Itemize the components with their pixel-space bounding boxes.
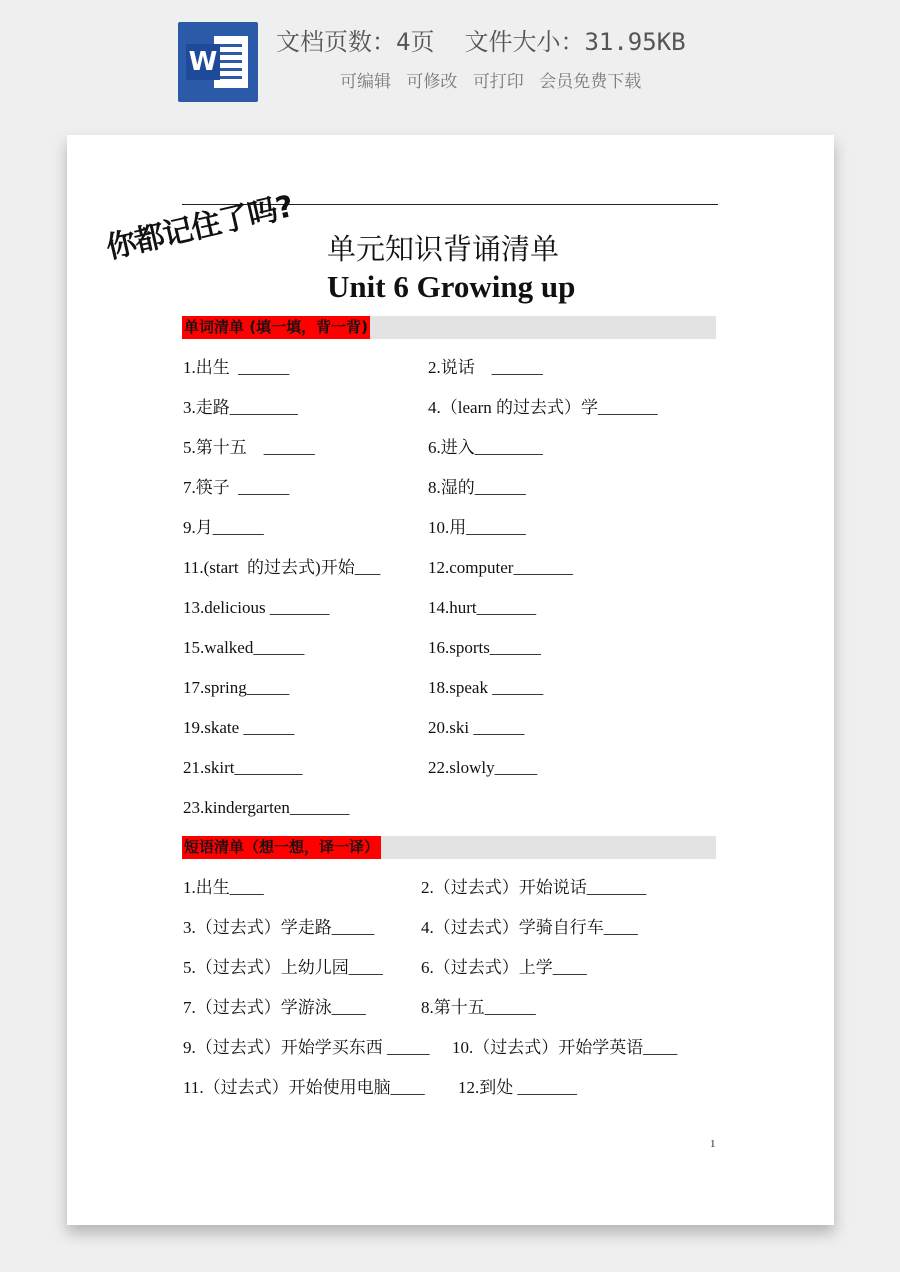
phrase-item: 4.（过去式）学骑自行车____ [421, 918, 638, 937]
phrase-item: 9.（过去式）开始学买东西 _____ [183, 1038, 430, 1057]
page-count: 文档页数：4页 [276, 28, 435, 56]
phrase-item: 1.出生____ [183, 878, 264, 897]
vocab-item: 13.delicious _______ [183, 598, 330, 617]
vocab-item: 6.进入________ [428, 438, 543, 457]
feature-printable: 可打印 [472, 72, 524, 92]
section-phrases-label: 短语清单（想一想，译一译） [182, 836, 381, 859]
vocab-item: 12.computer_______ [428, 558, 573, 577]
vocab-item: 23.kindergarten_______ [183, 798, 350, 817]
word-document-icon: W [178, 22, 258, 102]
vocab-item: 21.skirt________ [183, 758, 303, 777]
stamp-text: 你都记住了吗? [102, 189, 297, 267]
page-title-en: Unit 6 Growing up [327, 269, 576, 304]
vocab-item: 8.湿的______ [428, 478, 526, 497]
phrase-item: 7.（过去式）学游泳____ [183, 998, 366, 1017]
feature-editable: 可编辑 [340, 72, 391, 92]
vocab-item: 20.ski ______ [428, 718, 525, 737]
phrase-item: 10.（过去式）开始学英语____ [452, 1038, 678, 1057]
document-page [67, 135, 834, 1225]
doc-meta [276, 22, 686, 57]
vocab-item: 1.出生 ______ [183, 358, 290, 377]
page-title-cn: 单元知识背诵清单 [327, 232, 560, 266]
section-vocabulary-label: 单词清单 (填一填，背一背) [182, 316, 370, 339]
vocab-item: 4.（learn 的过去式）学_______ [428, 398, 658, 417]
vocab-item: 3.走路________ [183, 398, 298, 417]
download-banner [0, 0, 900, 120]
phrase-item: 3.（过去式）学走路_____ [183, 918, 375, 937]
phrase-item: 12.到处 _______ [458, 1078, 577, 1097]
section-phrases-header [182, 836, 716, 859]
vocab-item: 19.skate ______ [183, 718, 295, 737]
vocab-item: 22.slowly_____ [428, 758, 538, 777]
vocab-item: 11.(start 的过去式)开始___ [183, 558, 381, 577]
phrase-item: 2.（过去式）开始说话_______ [421, 878, 647, 897]
page-number: 1 [710, 1138, 716, 1150]
phrase-item: 5.（过去式）上幼儿园____ [183, 958, 383, 977]
vocab-item: 7.筷子 ______ [183, 478, 290, 497]
vocab-item: 14.hurt_______ [428, 598, 537, 617]
vocab-item: 2.说话 ______ [428, 358, 543, 377]
vocab-item: 17.spring_____ [183, 678, 290, 697]
phrase-item: 8.第十五______ [421, 998, 536, 1017]
section-vocabulary-header [182, 316, 716, 339]
vocab-item: 16.sports______ [428, 638, 541, 657]
feature-modifiable: 可修改 [406, 72, 458, 92]
vocab-item: 5.第十五 ______ [183, 438, 315, 457]
vocab-item: 18.speak ______ [428, 678, 544, 697]
vocab-item: 10.用_______ [428, 518, 526, 537]
vocab-item: 9.月______ [183, 518, 264, 537]
phrase-item: 11.（过去式）开始使用电脑____ [183, 1078, 425, 1097]
file-size: 文件大小：31.95KB [464, 28, 686, 56]
vocab-item: 15.walked______ [183, 638, 305, 657]
phrase-item: 6.（过去式）上学____ [421, 958, 587, 977]
feature-free-download: 会员免费下载 [539, 72, 642, 92]
feature-list [340, 67, 641, 92]
